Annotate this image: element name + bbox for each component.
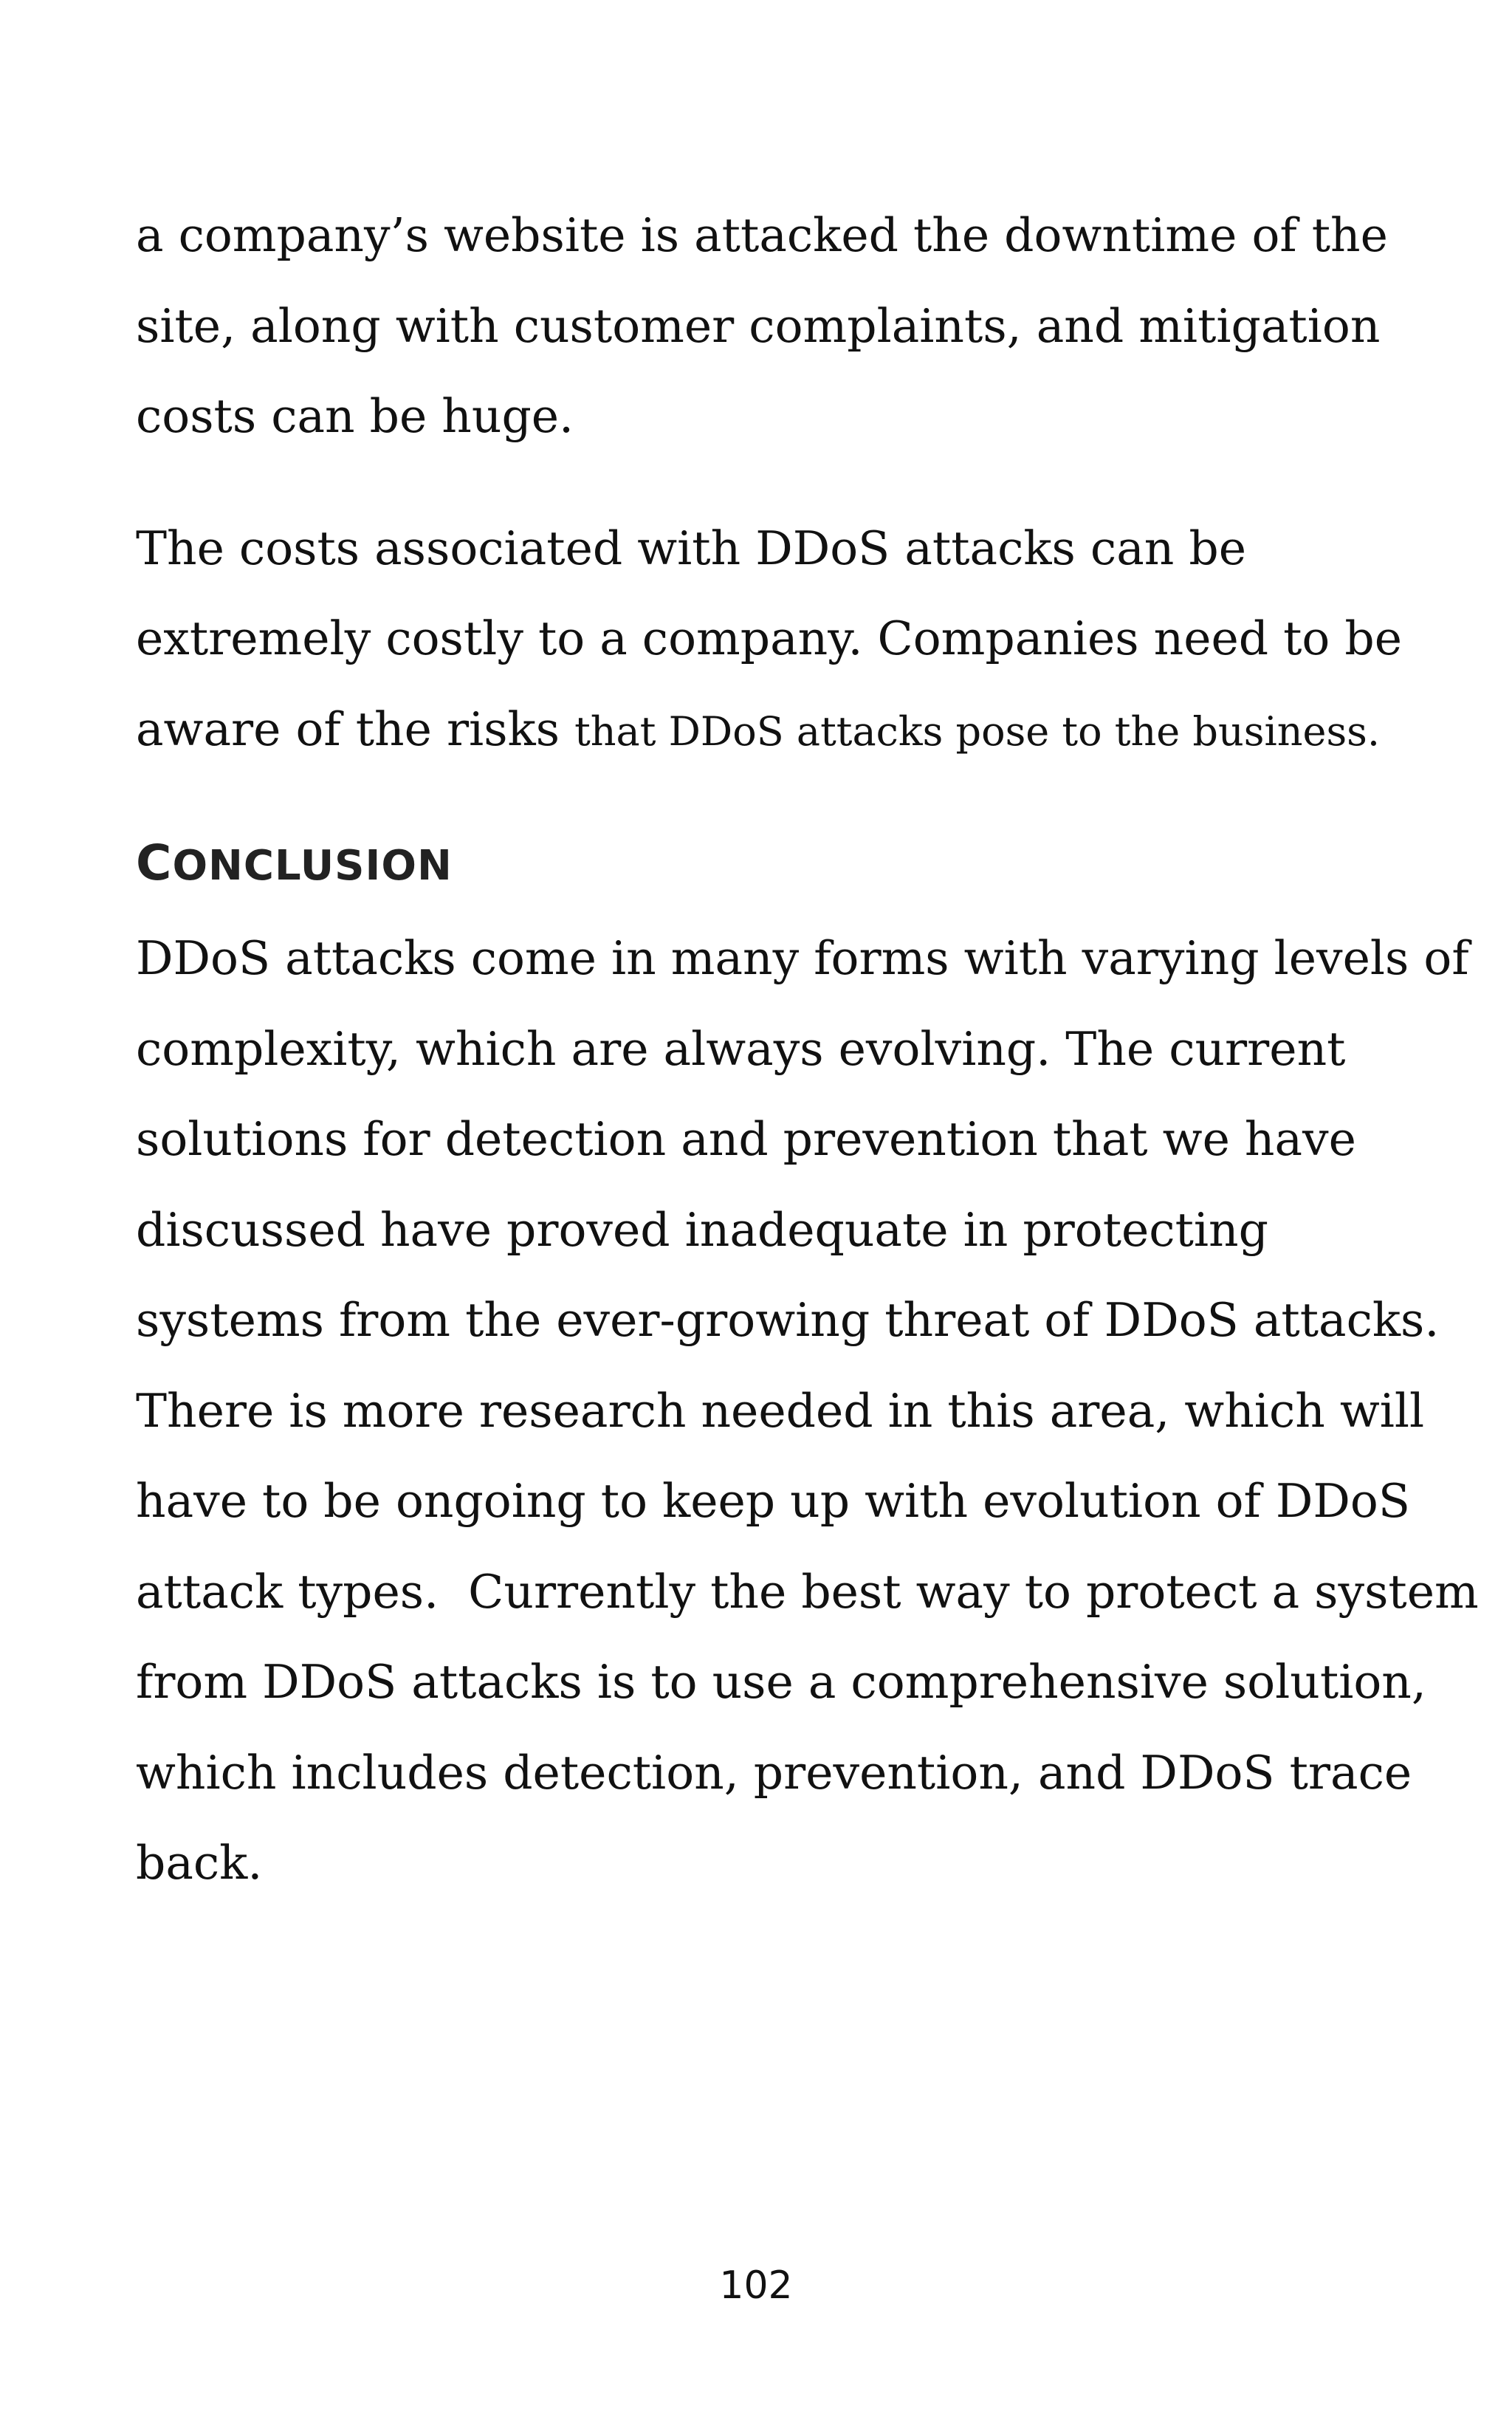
- paragraph-ddos-costs: [136, 504, 1402, 775]
- paragraph-conclusion: [136, 914, 1479, 1909]
- page-content: [136, 191, 1479, 1909]
- page-number: 102: [719, 2263, 793, 2308]
- text-line: DDoS attacks come in many forms with varying levels of: [136, 931, 1469, 985]
- text-line: attack types. Currently the best way to protect a system: [136, 1564, 1479, 1619]
- text-line: solutions for detection and prevention that we have: [136, 1112, 1356, 1166]
- text-line: back.: [136, 1836, 263, 1890]
- text-fragment: aware of the risks: [136, 702, 575, 756]
- text-line: which includes detection, prevention, and DDoS trace: [136, 1745, 1412, 1800]
- text-line: systems from the ever-growing threat of DDoS attacks.: [136, 1293, 1440, 1347]
- text-line: discussed have proved inadequate in protecting: [136, 1202, 1268, 1257]
- text-line: The costs associated with DDoS attacks can be: [136, 521, 1246, 575]
- text-line: There is more research needed in this area, which will: [136, 1383, 1425, 1438]
- text-line: a company’s website is attacked the downtime of the: [136, 208, 1388, 262]
- text-line: costs can be huge.: [136, 389, 574, 443]
- text-fragment-small: that DDoS attacks pose to the business.: [574, 707, 1381, 755]
- text-line-mixed: [136, 685, 1381, 775]
- paragraph-costs-huge: [136, 191, 1388, 462]
- section-heading-conclusion: [136, 826, 1376, 900]
- text-line: have to be ongoing to keep up with evolution of DDoS: [136, 1474, 1410, 1528]
- heading-small-caps: ONCLUSION: [172, 842, 453, 890]
- heading-initial: C: [136, 834, 173, 891]
- text-line: extremely costly to a company. Companies need to be: [136, 611, 1402, 665]
- text-line: from DDoS attacks is to use a comprehensive solution,: [136, 1655, 1426, 1709]
- text-line: complexity, which are always evolving. The current: [136, 1021, 1346, 1076]
- paragraph-spacer: [136, 462, 1376, 504]
- text-line: site, along with customer complaints, and mitigation: [136, 298, 1381, 353]
